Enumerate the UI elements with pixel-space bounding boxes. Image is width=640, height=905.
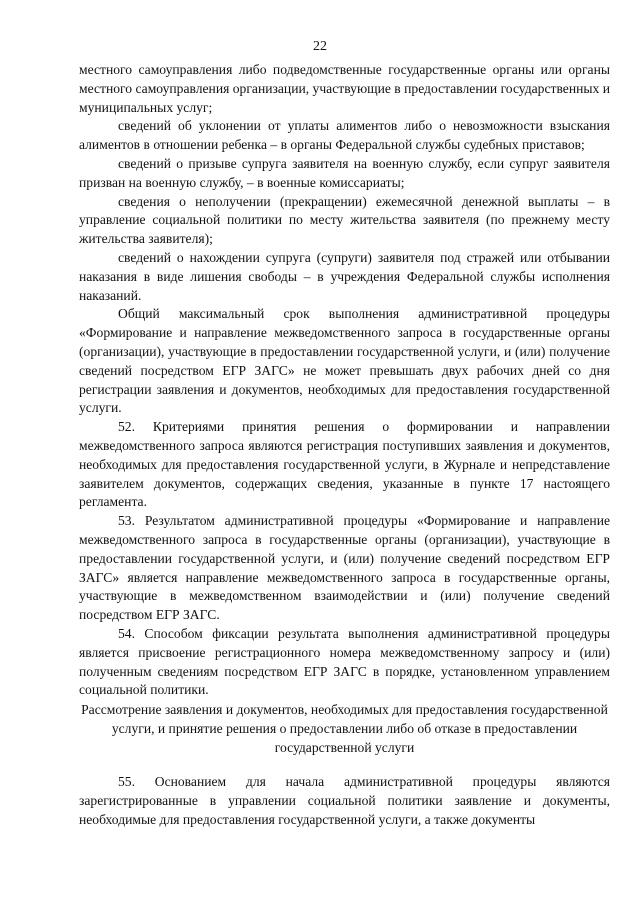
section-heading: Рассмотрение заявления и документов, необходимых для предоставления государственной услуги, и принятие решения о предоставлении либо об отказе в предоставлении государственной услуги [81,702,608,755]
paragraph-payment: сведения о неполучении (прекращении) ежемесячной денежной выплаты – в управление социальной политики по месту жительства заявителя (по прежнему месту жительства заявителя); [79,193,610,247]
paragraph-military: сведений о призыве супруга заявителя на военную службу, если супруг заявителя призван на военную службу, – в военные комиссариаты; [79,155,610,190]
paragraph-deadline: Общий максимальный срок выполнения административной процедуры «Формирование и направление межведомственного запроса в государственные органы (организации), участвующие в предоставлении государственной услуги, и (или) получение сведений посредством ЕГР ЗАГС» не может превышать двух рабочих дней со дня регистрации заявления и документов, необходимых для предоставления государственной услуги. [79,306,610,416]
paragraph-54: 54. Способом фиксации результата выполнения административной процедуры является присвоение регистрационного номера межведомственному запросу и (или) полученным сведениям посредством ЕГР ЗАГС в порядке, установленном управлением социальной политики. [79,625,610,698]
page-number: 22 [313,39,327,54]
paragraph-55: 55. Основанием для начала административной процедуры являются зарегистрированные в управлении социальной политики заявление и документы, необходимые для предоставления государственной услуги, а также документы [79,774,610,827]
body-text [79,61,610,700]
paragraph-alimony: сведений об уклонении от уплаты алиментов либо о невозможности взыскания алиментов в отношении ребенка – в органы Федеральной службы судебных приставов; [79,118,610,153]
paragraph-custody: сведений о нахождении супруга (супруги) заявителя под стражей или отбывании наказания в виде лишения свободы – в учреждения Федеральной службы исполнения наказаний. [79,249,610,303]
paragraph-continuation: местного самоуправления либо подведомственные государственные органы или органы местного самоуправления организации, участвующие в предоставлении государственных и муниципальных услуг; [79,62,610,115]
paragraph-52: 52. Критериями принятия решения о формировании и направлении межведомственного запроса являются регистрация поступивших заявления и документов, необходимых для предоставления государственной услуги, в Журнале и непредставление заявителем документов, содержащих сведения, указанные в пункте 17 настоящего регламента. [79,419,610,510]
body-text-continued [79,773,610,829]
paragraph-53: 53. Результатом административной процедуры «Формирование и направление межведомственного запроса в государственные органы (организации), участвующие в предоставлении государственной услуги, и (или) получение сведений посредством ЕГР ЗАГС» является направление межведомственного запроса в государственные органы, участвующие в межведомственном взаимодействии и (или) получение сведений посредством ЕГР ЗАГС. [79,513,610,623]
